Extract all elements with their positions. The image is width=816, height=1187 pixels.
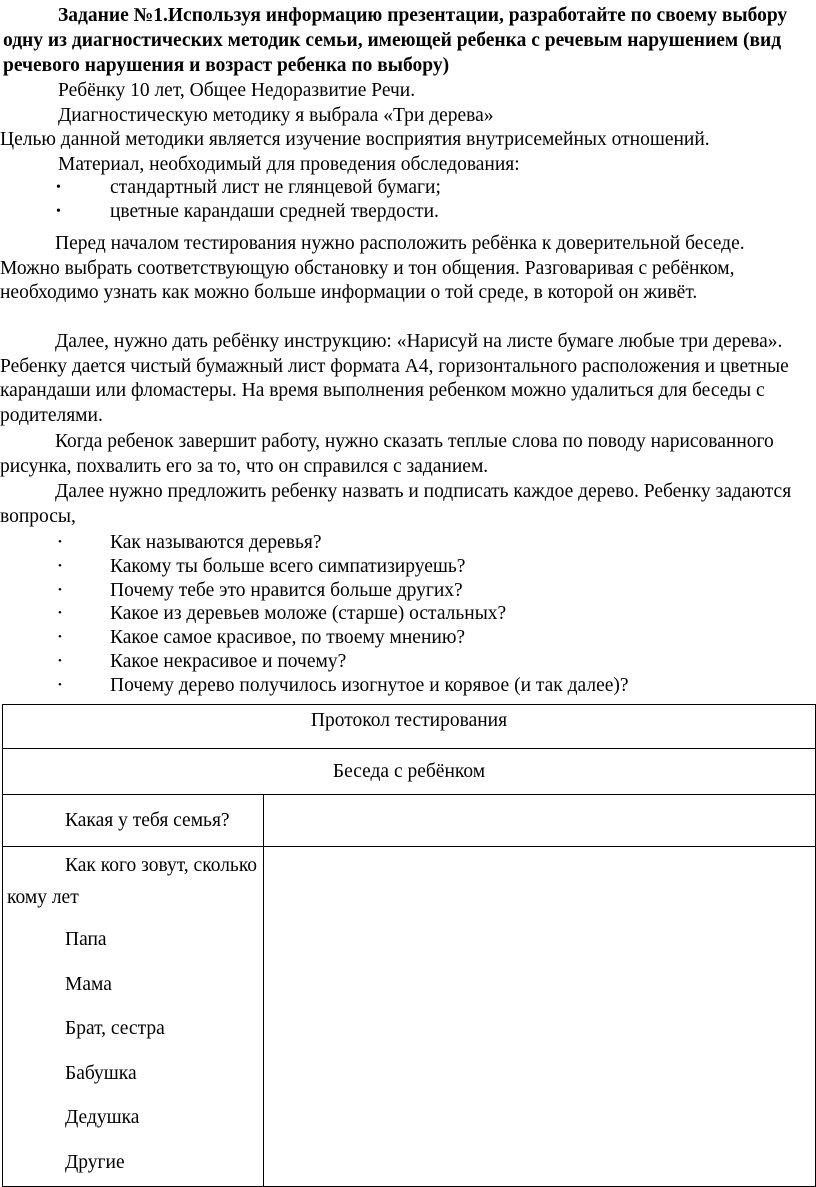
question-item: Какое самое красивое, по твоему мнению? [110, 627, 466, 649]
bullet-icon: • [58, 678, 62, 691]
family-member-item: Дедушка [65, 1107, 140, 1129]
family-member-item: Бабушка [65, 1062, 137, 1084]
paragraph-praise: Когда ребенок завершит работу, нужно сказать теплые слова по поводу нарисованного рисунка, похвалить его за то, что он справился с заданием. [0, 431, 774, 477]
protocol-table [2, 704, 816, 1187]
conversation-section: Беседа с ребёнком [3, 749, 816, 795]
bullet-icon: • [58, 559, 62, 572]
question-item: Какое некрасивое и почему? [110, 650, 347, 672]
answer-cell[interactable] [264, 795, 816, 847]
bullet-icon: • [58, 607, 62, 620]
bullet-icon: • [58, 631, 62, 644]
family-members-list [7, 918, 263, 1186]
question-family: Какая у тебя семья? [65, 810, 230, 831]
bullet-icon: • [56, 180, 61, 195]
family-member-item: Мама [65, 973, 112, 995]
table-row [3, 795, 816, 847]
question-item: Какое из деревьев моложе (старше) остальных? [110, 603, 507, 625]
family-member-item: Брат, сестра [65, 1018, 165, 1040]
material-item: стандартный лист не глянцевой бумаги; [110, 177, 441, 198]
task-heading: Задание №1.Используя информацию презентации, разработайте по своему выбору одну из диагностических методик семьи, имеющей ребенка с речевым нарушением (вид речевого нарушения и возраст ребенка по выбору) [3, 5, 788, 76]
table-row [3, 749, 816, 795]
paragraph-naming: Далее нужно предложить ребенку назвать и подписать каждое дерево. Ребенку задаются вопросы, [0, 481, 792, 527]
family-member-item: Папа [65, 929, 107, 950]
method-choice: Диагностическую методику я выбрала «Три дерева» [58, 105, 494, 126]
method-goal: Целью данной методики является изучение восприятия внутрисемейных отношений. [0, 129, 710, 150]
question-item: Какому ты больше всего симпатизируешь? [110, 555, 466, 577]
question-cell [3, 847, 264, 1187]
paragraph-before-test: Перед началом тестирования нужно расположить ребёнка к доверительной беседе. Можно выбрать соответствующую обстановку и тон общения. Разговаривая с ребёнком, необходимо узнать как можно больше информации о той среде, в которой он живёт. [0, 233, 745, 303]
material-item: цветные карандаши средней твердости. [110, 201, 439, 223]
question-item: Почему дерево получилось изогнутое и корявое (и так далее)? [110, 674, 629, 696]
bullet-icon: • [58, 654, 62, 667]
table-row [3, 847, 816, 1187]
protocol-title: Протокол тестирования [3, 705, 816, 749]
bullet-icon: • [58, 583, 62, 596]
answer-cell[interactable] [264, 847, 816, 1187]
question-item: Почему тебе это нравится больше других? [110, 579, 463, 601]
family-member-item: Другие [65, 1151, 125, 1173]
table-row [3, 705, 816, 749]
question-item: Как называются деревья? [110, 532, 322, 553]
child-info: Ребёнку 10 лет, Общее Недоразвитие Речи. [58, 80, 416, 101]
question-names: Как кого зовут, сколько кому лет [7, 855, 258, 908]
question-cell [3, 795, 264, 847]
bullet-icon: • [56, 204, 61, 220]
paragraph-instruction: Далее, нужно дать ребёнку инструкцию: «Нарисуй на листе бумаге любые три дерева». Ребенку дается чистый бумажный лист формата А4, горизонтального расположения и цветные карандаши или фломастеры. На время выполнения ребенком можно удалиться для беседы с родителями. [0, 331, 789, 426]
bullet-icon: • [58, 536, 62, 548]
materials-intro: Материал, необходимый для проведения обследования: [58, 154, 520, 175]
